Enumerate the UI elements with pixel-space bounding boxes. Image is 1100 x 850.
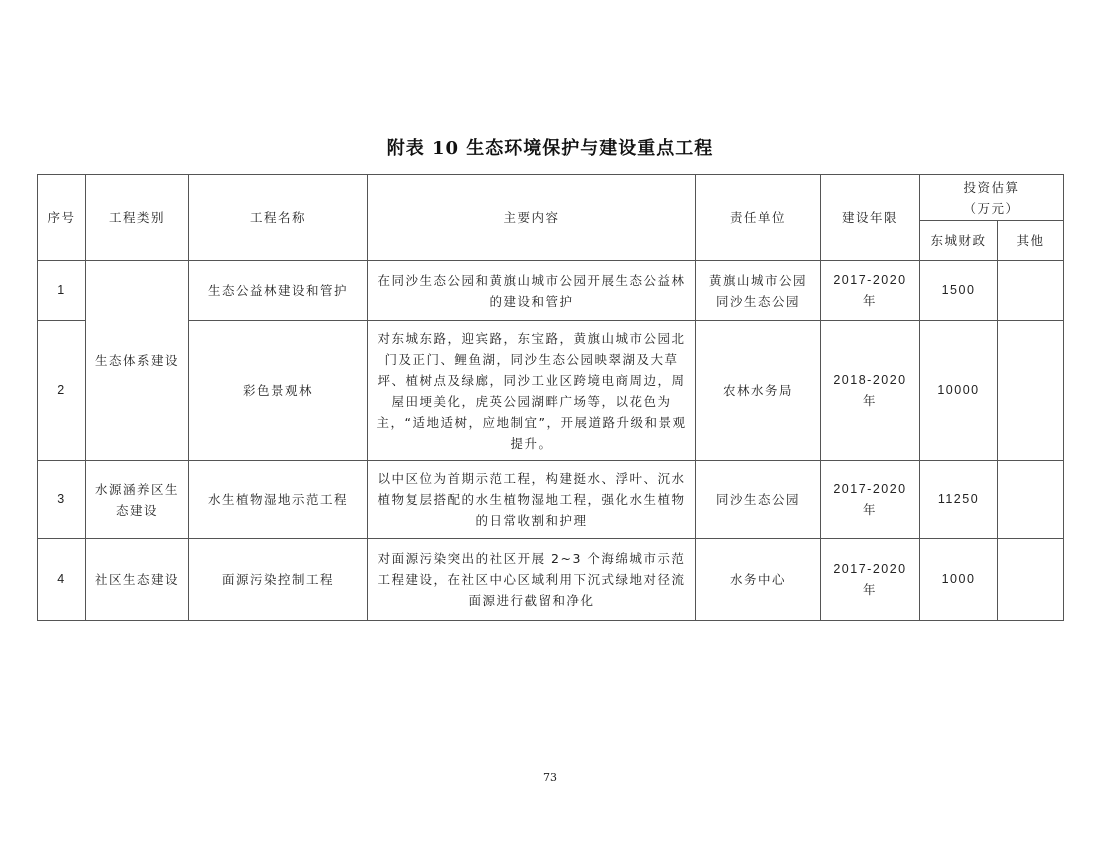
- cell-period: 2017-2020 年: [821, 261, 920, 321]
- cell-dongcheng: 1500: [920, 261, 998, 321]
- header-name: 工程名称: [189, 175, 368, 261]
- cell-seq: 3: [38, 461, 86, 539]
- header-row: [38, 175, 1064, 221]
- cell-unit: 水务中心: [696, 539, 821, 621]
- projects-table: [37, 174, 1064, 621]
- cell-seq: 1: [38, 261, 86, 321]
- cell-seq: 4: [38, 539, 86, 621]
- cell-unit: 黄旗山城市公园同沙生态公园: [696, 261, 821, 321]
- header-investment: [920, 175, 1064, 221]
- cell-category: 水源涵养区生态建设: [86, 461, 189, 539]
- page-number: 73: [543, 771, 557, 784]
- header-content: 主要内容: [368, 175, 696, 261]
- header-investment-label: 投资估算: [963, 179, 1020, 195]
- header-period: 建设年限: [821, 175, 920, 261]
- cell-name: 生态公益林建设和管护: [189, 261, 368, 321]
- table-title: 附表 10 生态环境保护与建设重点工程: [386, 138, 714, 159]
- cell-unit: 农林水务局: [696, 321, 821, 461]
- cell-content: 在同沙生态公园和黄旗山城市公园开展生态公益林的建设和管护: [368, 261, 696, 321]
- cell-other: [998, 321, 1064, 461]
- cell-unit: 同沙生态公园: [696, 461, 821, 539]
- cell-seq: 2: [38, 321, 86, 461]
- header-category: 工程类别: [86, 175, 189, 261]
- table-row: [38, 539, 1064, 621]
- cell-name: 水生植物湿地示范工程: [189, 461, 368, 539]
- cell-dongcheng: 10000: [920, 321, 998, 461]
- cell-category: 社区生态建设: [86, 539, 189, 621]
- cell-period: 2018-2020 年: [821, 321, 920, 461]
- table-row: [38, 261, 1064, 321]
- cell-name: 彩色景观林: [189, 321, 368, 461]
- cell-content: 以中区位为首期示范工程，构建挺水、浮叶、沉水植物复层搭配的水生植物湿地工程，强化水生植物的日常收割和护理: [368, 461, 696, 539]
- header-dongcheng: 东城财政: [920, 221, 998, 261]
- table-row: [38, 461, 1064, 539]
- header-investment-unit: （万元）: [963, 200, 1020, 216]
- cell-other: [998, 261, 1064, 321]
- cell-dongcheng: 11250: [920, 461, 998, 539]
- cell-content: 对东城东路，迎宾路，东宝路，黄旗山城市公园北门及正门、鲤鱼湖，同沙生态公园映翠湖及大草坪、植树点及绿廊，同沙工业区跨境电商周边，周屋田埂美化，虎英公园湖畔广场等，以花色为主，“适地适树，应地制宜”，开展道路升级和景观提升。: [368, 321, 696, 461]
- header-unit: 责任单位: [696, 175, 821, 261]
- cell-category: 生态体系建设: [86, 261, 189, 461]
- header-other: 其他: [998, 221, 1064, 261]
- cell-other: [998, 539, 1064, 621]
- table-row: [38, 321, 1064, 461]
- cell-period: 2017-2020 年: [821, 539, 920, 621]
- header-seq: 序号: [38, 175, 86, 261]
- cell-other: [998, 461, 1064, 539]
- cell-content: 对面源污染突出的社区开展 2~3 个海绵城市示范工程建设，在社区中心区域利用下沉式绿地对径流面源进行截留和净化: [368, 539, 696, 621]
- cell-name: 面源污染控制工程: [189, 539, 368, 621]
- cell-period: 2017-2020 年: [821, 461, 920, 539]
- cell-dongcheng: 1000: [920, 539, 998, 621]
